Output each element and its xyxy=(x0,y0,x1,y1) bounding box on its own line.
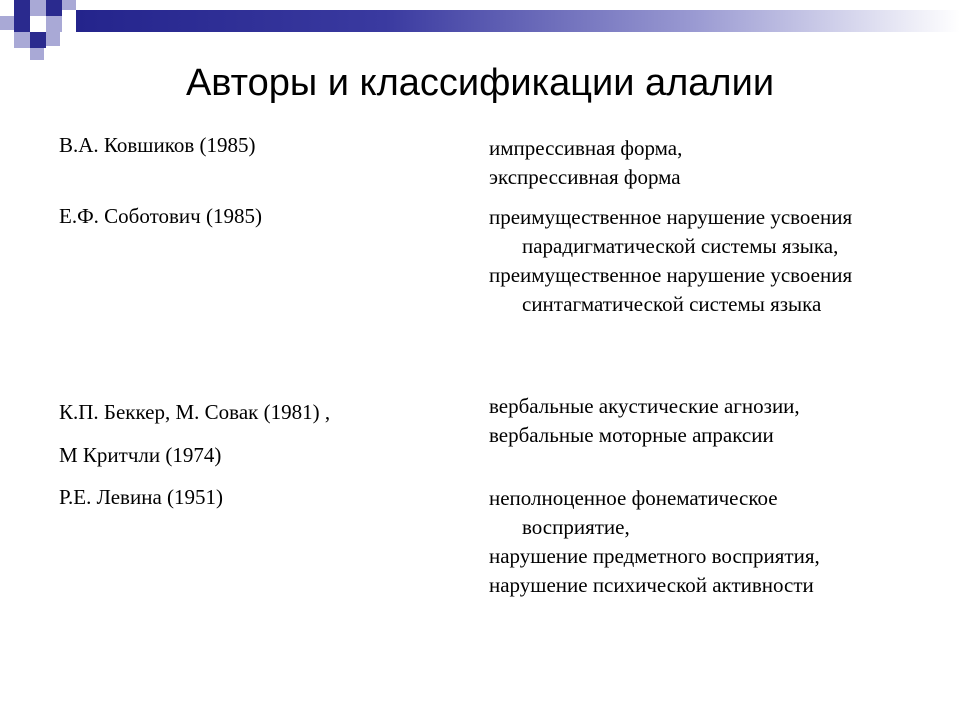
classification-item: нарушение психической активности xyxy=(489,573,814,597)
classification-item: нарушение предметного восприятия, xyxy=(489,544,820,568)
decor-square xyxy=(0,16,14,30)
author-name: Е.Ф. Соботович (1985) xyxy=(59,204,262,228)
author-name: В.А. Ковшиков (1985) xyxy=(59,133,256,157)
classification-list xyxy=(489,203,889,319)
classification-item: преимущественное нарушение усвоения синтагматической системы языка xyxy=(489,263,853,316)
header-gradient-bar xyxy=(76,10,960,32)
classification-list xyxy=(489,134,929,192)
classification-item: импрессивная форма, xyxy=(489,136,683,160)
decor-square xyxy=(62,0,76,10)
classification-list xyxy=(489,392,929,450)
classification-item: вербальные моторные апраксии xyxy=(489,423,774,447)
classification-item: экспрессивная форма xyxy=(489,165,681,189)
decor-square xyxy=(30,0,46,16)
decor-square xyxy=(30,48,44,60)
classification-item: вербальные акустические агнозии, xyxy=(489,394,800,418)
classification-list xyxy=(489,484,889,600)
decor-square xyxy=(14,0,30,16)
author-name: Р.Е. Левина (1951) xyxy=(59,485,224,509)
author-name: М Критчли (1974) xyxy=(59,443,222,467)
decor-square xyxy=(46,0,62,16)
slide-title: Авторы и классификации алалии xyxy=(185,62,775,104)
decor-square xyxy=(14,32,30,48)
decor-square xyxy=(30,32,46,48)
classification-item: преимущественное нарушение усвоения парадигматической системы языка, xyxy=(489,205,853,258)
classification-item: неполноценное фонематическое восприятие, xyxy=(489,486,778,539)
decor-square xyxy=(14,16,30,32)
decor-square xyxy=(46,32,60,46)
decor-square xyxy=(46,16,62,32)
author-name: К.П. Беккер, М. Совак (1981) , xyxy=(59,400,331,424)
